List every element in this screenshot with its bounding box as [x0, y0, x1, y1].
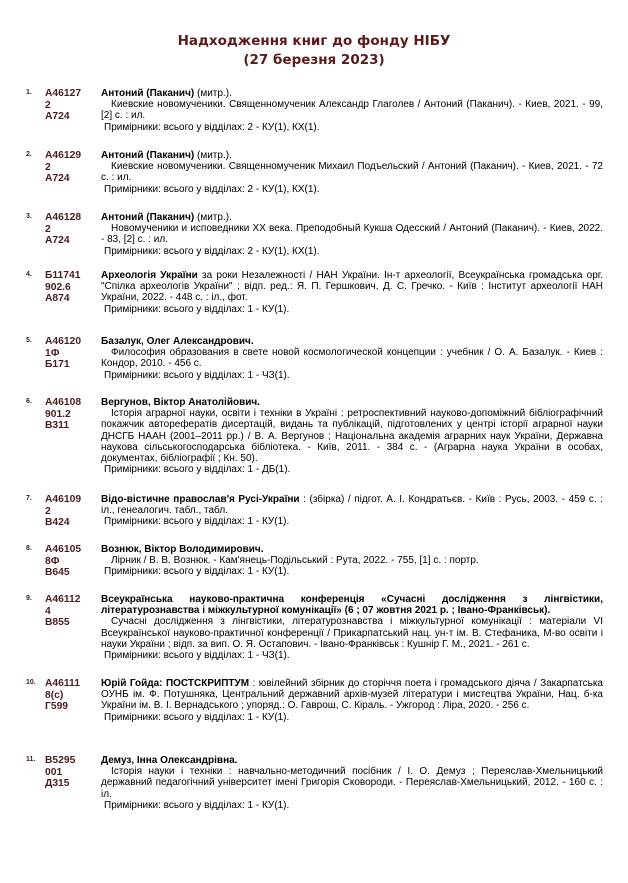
entry-heading — [101, 397, 603, 408]
entry-body — [101, 544, 603, 578]
author-code: Б171 — [45, 359, 70, 371]
entry-heading — [101, 494, 603, 516]
shelf-codes — [45, 755, 97, 790]
entry-body — [101, 397, 603, 475]
entry-heading — [101, 150, 603, 161]
entry-body — [101, 494, 603, 528]
entry-title: Відо-вістичне православ'я Русі-України — [101, 494, 300, 505]
entry-heading-rest: : ювілейний збірник до сторіччя поета і громадського діяча / Закарпатська ОУНБ ім. Ф. Потушняка, Центральний державний архів-музей літератури і мистецтва України, Нац. б-ка України ім. В. І. Вернадського ; упоряд.: О. Гаврош, С. Кіраль. - Ужгород : Ліра, 2020. - 256 с. — [101, 678, 603, 712]
author-code: А874 — [45, 293, 70, 305]
class-code: 8(с) — [45, 689, 64, 701]
entry-description: Історія науки і техніки : навчально-методичний посібник / І. О. Демуз ; Переяслав-Хмельницький державний педагогічний університет імені Григорія Сковороди. - Переяслав-Хмельницький, 2012. - 160 с. : іл. — [101, 766, 603, 800]
entry-author: Антоний (Паканич) — [101, 212, 195, 223]
entry-copies: Примірники: всього у відділах: 1 - ДБ(1). — [104, 464, 291, 476]
shelf-codes — [45, 594, 97, 629]
author-code: В855 — [45, 617, 70, 629]
entry-body — [101, 270, 603, 315]
entry-heading — [101, 270, 603, 304]
author-code: Г599 — [45, 701, 69, 713]
inventory-code: А46111 — [45, 678, 80, 689]
inventory-code: В5295 — [45, 755, 76, 766]
title-line-1: Надходження книг до фонду НІБУ — [177, 33, 451, 49]
entry-heading — [101, 336, 603, 347]
class-code: 4 — [45, 605, 51, 617]
inventory-code: А46108 — [45, 397, 82, 408]
author-code: Д315 — [45, 778, 70, 790]
class-code: 1Ф — [45, 347, 60, 359]
entry-copies: Примірники: всього у відділах: 1 - КУ(1). — [104, 303, 290, 315]
entry-number: 3. — [26, 213, 32, 220]
inventory-code: А46112 — [45, 594, 81, 605]
shelf-codes — [45, 150, 97, 185]
author-code: В424 — [45, 517, 70, 529]
entry-copies: Примірники: всього у відділах: 1 - КУ(1). — [104, 516, 290, 528]
entry-heading — [101, 88, 603, 99]
shelf-codes — [45, 88, 97, 123]
entry-author: Вергунов, Віктор Анатолійович. — [101, 397, 260, 408]
entry-description: Философия образования в свете новой космологической концепции : учебник / О. А. Базалук. - Киев : Кондор, 2010. - 456 с. — [101, 347, 603, 370]
shelf-codes — [45, 544, 97, 579]
entry-heading — [101, 755, 603, 766]
entry-body — [101, 88, 603, 133]
entry-number: 11. — [26, 756, 36, 763]
entry-author: Базалук, Олег Александрович. — [101, 336, 254, 347]
class-code: 901.2 — [45, 408, 71, 420]
entry-body — [101, 755, 603, 811]
entry-copies: Примірники: всього у відділах: 1 - КУ(1). — [104, 711, 290, 723]
shelf-codes — [45, 270, 97, 305]
entry-title: Археологія України — [101, 270, 198, 281]
author-code: А724 — [45, 111, 70, 123]
entry-author: Антоний (Паканич) — [101, 150, 195, 161]
entry-heading — [101, 678, 603, 712]
shelf-codes — [45, 494, 97, 529]
class-code: 2 — [45, 223, 51, 235]
entry-heading — [101, 212, 603, 223]
inventory-code: А46109 — [45, 494, 82, 505]
entry-number: 10. — [26, 679, 36, 686]
author-code: А724 — [45, 235, 70, 247]
entry-author: Вознюк, Віктор Володимирович. — [101, 544, 264, 555]
entry-heading-rest: (митр.). — [194, 212, 232, 223]
entry-number: 7. — [26, 495, 32, 502]
inventory-code: А46129 — [45, 150, 82, 161]
shelf-codes — [45, 336, 97, 371]
entry-description: Сучасні дослідження з лінгвістики, літературознавства і міжкультурної комунікації : матеріали VI Всеукраїнської науково-практичної конференції / Прикарпатський нац. ун-т ім. В. Стефаника, М-во освіти і науки України ; відп. за вип. О. Я. Остапович. - Івано-Франківськ : Кушнір Г. М., 2021. - 261 с. — [101, 616, 603, 650]
entry-number: 9. — [26, 595, 32, 602]
entry-description: Історія аграрної науки, освіти і техніки в Україні : ретроспективний науково-допоміжний бібліографічний покажчик авторефератів дисертацій, видань та публікацій, підготовлених у центрі історії аграрної науки ДНСГБ НААН (2001–2011 рр.) / В. А. Вергунов ; Національна академія аграрних наук України, Державна наукова сільськогосподарська бібліотека. - Київ, 2011. - 384 с. - (Аграрна наука України в особах, документах, бібліографії ; Кн. 50). — [101, 408, 603, 465]
entry-number: 2. — [26, 151, 32, 158]
entry-heading-rest: за роки Незалежності / НАН України. Ін-т археології, Всеукраїнська громадська орг. "Спілка археологів України" ; відп. ред.: Я. П. Гершкович, Д. С. Гречко. - Київ : Інститут археології НАН України, 2022. - 448 с. : іл., фот. — [101, 270, 603, 304]
inventory-code: А46120 — [45, 336, 82, 347]
title-line-2: (27 березня 2023) — [243, 52, 385, 68]
inventory-code: А46127 — [45, 88, 82, 99]
class-code: 2 — [45, 505, 51, 517]
entry-copies: Примірники: всього у відділах: 1 - ЧЗ(1). — [104, 650, 290, 662]
entry-heading — [101, 594, 603, 616]
entry-copies: Примірники: всього у відділах: 1 - КУ(1). — [104, 566, 290, 578]
inventory-code: А46105 — [45, 544, 82, 555]
author-code: В311 — [45, 420, 70, 432]
class-code: 2 — [45, 161, 51, 173]
entry-description: Киевские новомученики. Священномученик Александр Глаголев / Антоний (Паканич). - Киев, 2021. - 99, [2] с. : ил. — [101, 99, 603, 122]
shelf-codes — [45, 397, 97, 432]
author-code: В645 — [45, 567, 70, 579]
entry-copies: Примірники: всього у відділах: 1 - КУ(1). — [104, 799, 290, 811]
entry-copies: Примірники: всього у відділах: 2 - КУ(1), КХ(1). — [104, 183, 320, 195]
class-code: 001 — [45, 766, 63, 778]
class-code: 2 — [45, 99, 51, 111]
shelf-codes — [45, 678, 97, 713]
author-code: А724 — [45, 173, 70, 185]
entry-number: 6. — [26, 398, 32, 405]
entry-body — [101, 678, 603, 723]
entry-copies: Примірники: всього у відділах: 2 - КУ(1), КХ(1). — [104, 245, 320, 257]
entry-description: Новомученики и исповедники XX века. Преподобный Кукша Одесский / Антоний (Паканич). - Киев, 2022. - 83, [2] с. : ил. — [101, 223, 603, 246]
entry-author: Демуз, Інна Олександрівна. — [101, 755, 238, 766]
entry-heading-rest: (митр.). — [194, 88, 232, 99]
entry-heading — [101, 544, 603, 555]
class-code: 902.6 — [45, 281, 71, 293]
entry-body — [101, 336, 603, 381]
entry-number: 4. — [26, 271, 32, 278]
page-title — [0, 32, 628, 70]
entry-number: 5. — [26, 337, 32, 344]
class-code: 8Ф — [45, 555, 60, 567]
inventory-code: А46128 — [45, 212, 82, 223]
inventory-code: Б11741 — [45, 270, 81, 281]
entry-heading-rest: : (збірка) / підгот. А. І. Кондратьєв. - Київ : Русь, 2003. - 459 с. : іл., генеалогич. табл., табл. — [101, 494, 603, 517]
entry-body — [101, 594, 603, 661]
entry-body — [101, 212, 603, 257]
entry-description: Лірник / В. В. Вознюк. - Кам'янець-Подільський : Рута, 2022. - 755, [1] с. : портр. — [111, 555, 479, 567]
entry-description: Киевские новомученики. Священномученик Михаил Подъельский / Антоний (Паканич). - Киев, 2021. - 72 с. : ил. — [101, 161, 603, 184]
entry-body — [101, 150, 603, 195]
entry-copies: Примірники: всього у відділах: 1 - ЧЗ(1). — [104, 369, 290, 381]
entry-author: Антоний (Паканич) — [101, 88, 195, 99]
entry-copies: Примірники: всього у відділах: 2 - КУ(1), КХ(1). — [104, 121, 320, 133]
entry-number: 1. — [26, 89, 32, 96]
shelf-codes — [45, 212, 97, 247]
entry-author: Всеукраїнська науково-практична конференція «Сучасні дослідження з лінгвістики, літературознавства і міжкультурної комунікації» (6 ; 07 жовтня 2021 р. ; Івано-Франківськ). — [101, 594, 603, 617]
entry-heading-rest: (митр.). — [194, 150, 232, 161]
entry-title: Юрій Гойда: ПОСТСКРИПТУМ — [101, 678, 250, 689]
entry-number: 8. — [26, 545, 32, 552]
